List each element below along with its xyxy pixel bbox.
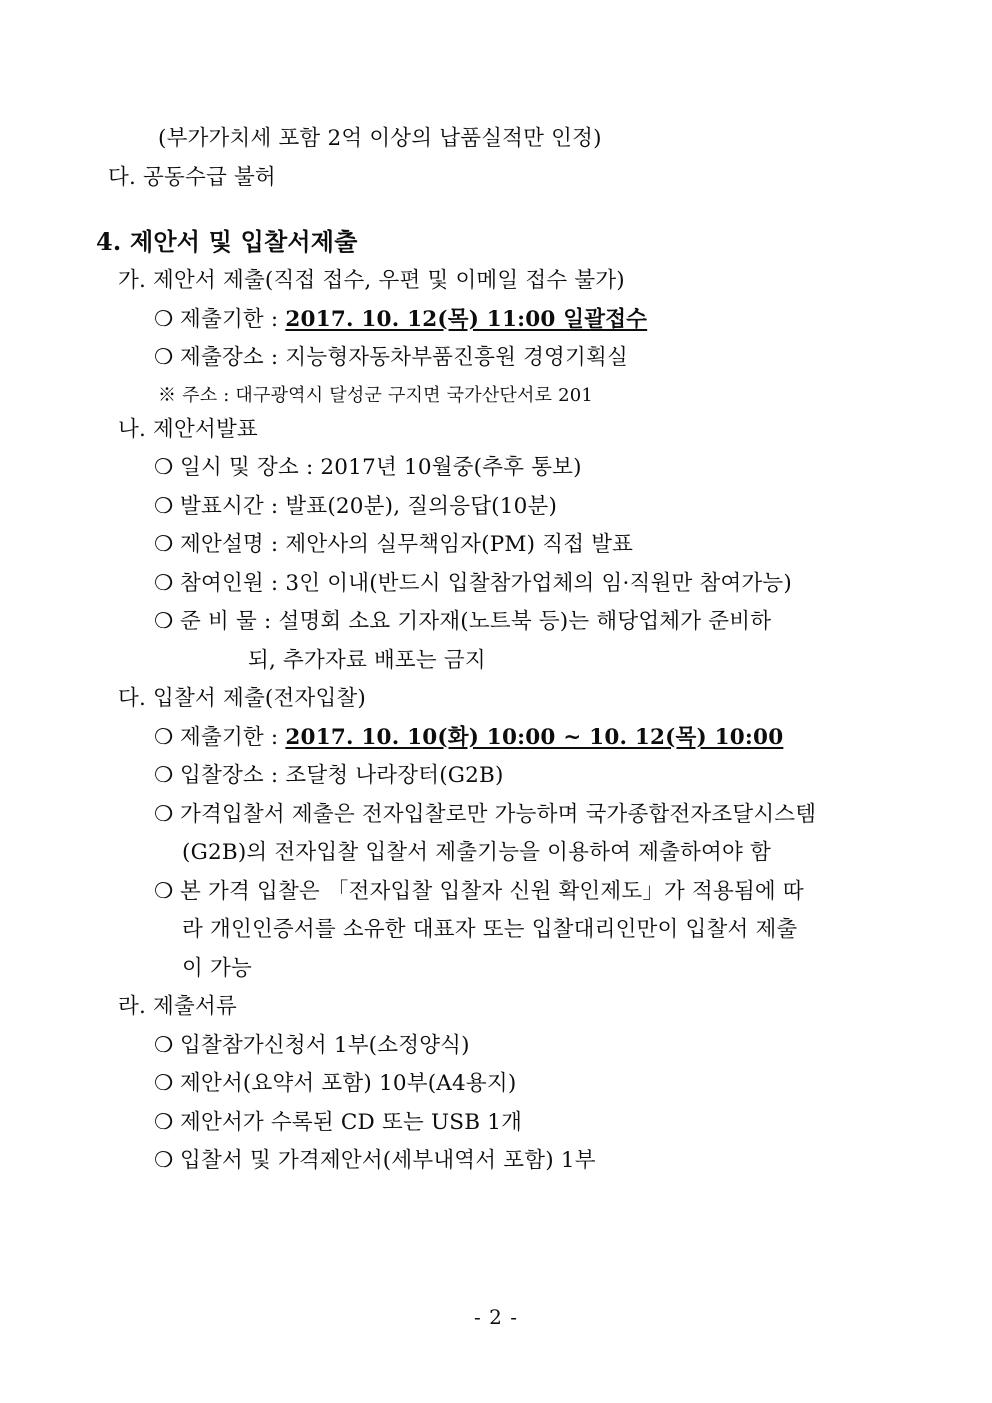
subsection-na <box>96 416 916 442</box>
circle-bullet-icon: ❍ <box>154 878 174 904</box>
bullet-line <box>96 609 771 634</box>
circle-bullet-icon: ❍ <box>154 1148 174 1173</box>
circle-bullet-icon: ❍ <box>154 1032 174 1058</box>
bullet-line <box>96 1071 516 1096</box>
bullet-continuation: (G2B)의 전자입찰 입찰서 제출기능을 이용하여 제출하여야 함 <box>182 840 771 865</box>
circle-bullet-icon: ❍ <box>154 801 174 827</box>
list-item <box>96 611 916 671</box>
bullet-text: 일시 및 장소 : 2017년 10월중(추후 통보) <box>180 455 582 480</box>
circle-bullet-icon: ❍ <box>154 1109 174 1135</box>
list-item <box>96 878 916 981</box>
bullet-text: 참여인원 : 3인 이내(반드시 입찰참가업체의 임·직원만 참여가능) <box>180 570 792 596</box>
bullet-line <box>96 494 557 519</box>
list-item <box>96 1073 916 1095</box>
paren-text: (부가가치세 포함 2억 이상의 납품실적만 인정) <box>158 126 602 151</box>
bullet-text: 입찰장소 : 조달청 나라장터(G2B) <box>180 763 504 788</box>
bullet-continuation: 라 개인인증서를 소유한 대표자 또는 입찰대리인만이 입찰서 제출 <box>182 917 798 942</box>
bullet-text: 제출기한 : <box>180 306 286 332</box>
list-item <box>96 765 916 787</box>
list-item-da-joint <box>96 164 916 190</box>
bullet-line <box>96 571 792 596</box>
bullet-text: 제안서가 수록된 CD 또는 USB 1개 <box>180 1109 523 1135</box>
circle-bullet-icon: ❍ <box>154 609 174 634</box>
bullet-continuation: 되, 추가자료 배포는 금지 <box>248 647 486 673</box>
carryover-paren-line <box>96 128 916 150</box>
bullet-text-underlined: 2017. 10. 10(화) 10:00 ~ 10. 12(목) 10:00 <box>285 724 784 750</box>
bullet-text: 제출장소 : 지능형자동차부품진흥원 경영기획실 <box>180 345 628 370</box>
note-line <box>96 386 916 405</box>
list-item <box>96 306 916 332</box>
bullet-text: 제출기한 : <box>180 724 286 750</box>
subsection-label: 라. 제출서류 <box>118 994 237 1019</box>
list-item <box>96 1109 916 1135</box>
list-item <box>96 534 916 556</box>
circle-bullet-icon: ❍ <box>154 345 174 370</box>
circle-bullet-icon: ❍ <box>154 724 174 750</box>
bullet-line <box>96 532 633 557</box>
bullet-text-underlined: 2017. 10. 12(목) 11:00 일괄접수 <box>285 306 648 332</box>
circle-bullet-icon: ❍ <box>154 455 174 480</box>
subsection-ra <box>96 996 916 1018</box>
list-item <box>96 724 916 750</box>
list-item <box>96 801 916 865</box>
subsection-da <box>96 688 916 710</box>
bullet-text: 제안서(요약서 포함) 10부(A4용지) <box>180 1071 517 1096</box>
bullet-text: 가격입찰서 제출은 전자입찰로만 가능하며 국가종합전자조달시스템 <box>180 801 817 827</box>
bullet-line <box>96 307 647 332</box>
bullet-line <box>96 345 628 370</box>
bullet-line <box>96 802 816 827</box>
circle-bullet-icon: ❍ <box>154 1071 174 1096</box>
bullet-line <box>96 455 582 480</box>
subsection-label: 나. 제안서발표 <box>118 416 258 442</box>
list-item <box>96 1150 916 1172</box>
address-note: ※ 주소 : 대구광역시 달성군 구지면 국가산단서로 201 <box>158 384 594 406</box>
subsection-label: 가. 제안서 제출(직접 접수, 우편 및 이메일 접수 불가) <box>118 268 625 293</box>
bullet-line <box>96 1110 522 1135</box>
list-item <box>96 570 916 596</box>
bullet-line <box>96 725 783 750</box>
bullet-text: 제안설명 : 제안사의 실무책임자(PM) 직접 발표 <box>180 532 634 557</box>
bullet-line <box>96 1033 470 1058</box>
circle-bullet-icon: ❍ <box>154 493 174 519</box>
section-heading-4: 4. 제안서 및 입찰서제출 <box>96 227 358 256</box>
bullet-text: 입찰서 및 가격제안서(세부내역서 포함) 1부 <box>180 1148 596 1173</box>
list-item <box>96 347 916 369</box>
bullet-text: 발표시간 : 발표(20분), 질의응답(10분) <box>180 493 558 519</box>
document-body <box>96 128 916 1189</box>
bullet-line <box>96 763 504 788</box>
circle-bullet-icon: ❍ <box>154 570 174 596</box>
page-number: - 2 - <box>474 1305 518 1329</box>
bullet-text: 준 비 물 : 설명회 소요 기자재(노트북 등)는 해당업체가 준비하 <box>180 609 772 634</box>
bullet-continuation-2: 이 가능 <box>182 955 252 981</box>
bullet-line <box>96 879 804 904</box>
bullet-line <box>96 1148 596 1173</box>
circle-bullet-icon: ❍ <box>154 306 174 332</box>
circle-bullet-icon: ❍ <box>154 532 174 557</box>
list-item <box>96 493 916 519</box>
bullet-text: 본 가격 입찰은 「전자입찰 입찰자 신원 확인제도」가 적용됨에 따 <box>180 878 804 904</box>
bullet-text: 입찰참가신청서 1부(소정양식) <box>180 1032 470 1058</box>
subsection-label: 다. 입찰서 제출(전자입찰) <box>118 686 366 711</box>
subsection-ga <box>96 270 916 292</box>
list-item <box>96 1032 916 1058</box>
circle-bullet-icon: ❍ <box>154 763 174 788</box>
list-item <box>96 457 916 479</box>
list-item-label: 다. 공동수급 불허 <box>108 164 276 190</box>
